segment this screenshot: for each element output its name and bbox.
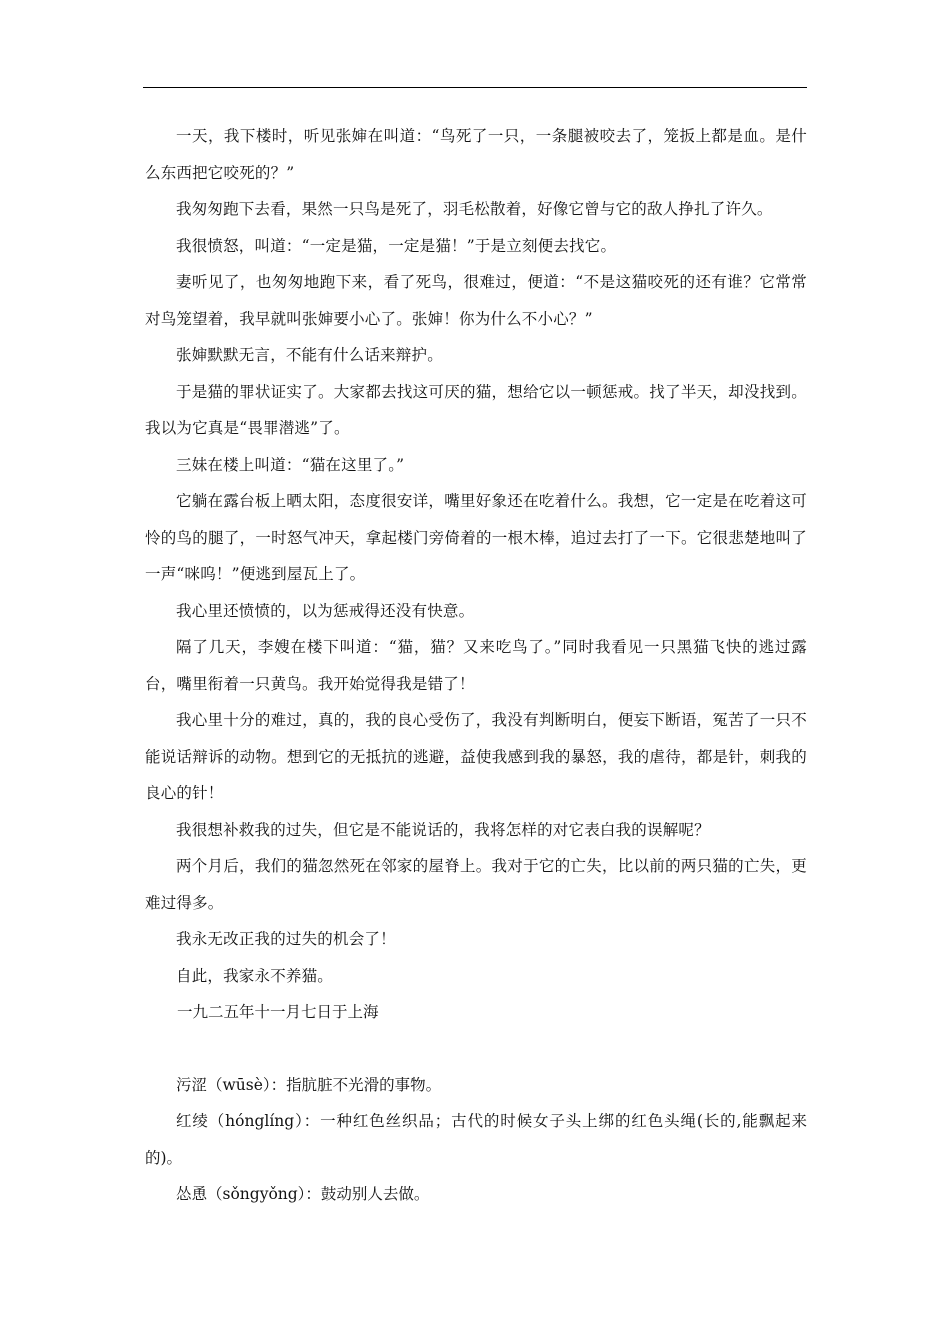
paragraph: 张婶默默无言，不能有什么话来辩护。 (176, 346, 443, 364)
paragraph: 于是猫的罪状证实了。大家都去找这可厌的猫，想给它以一顿惩戒。找了半天，却没找到。我以为它真是“畏罪潜逃”了。 (145, 382, 807, 437)
vocabulary-notes (145, 1067, 807, 1213)
vocabulary-note: 污涩（wūsè）：指肮脏不光滑的事物。 (176, 1075, 442, 1094)
paragraph: 隔了几天，李嫂在楼下叫道：“猫，猫？又来吃鸟了。”同时我看见一只黑猫飞快的逃过露台，嘴里衔着一只黄鸟。我开始觉得我是错了！ (145, 638, 807, 693)
paragraph: 自此，我家永不养猫。 (176, 966, 334, 985)
paragraph: 我心里还愤愤的，以为惩戒得还没有快意。 (176, 601, 475, 620)
section-spacer (145, 1031, 807, 1067)
vocabulary-note: 红绫（hónglíng）：一种红色丝织品；古代的时候女子头上绑的红色头绳(长的,能飘起来的)。 (145, 1112, 807, 1167)
paragraph: 妻听见了，也匆匆地跑下来，看了死鸟，很难过，便道：“不是这猫咬死的还有谁？它常常对鸟笼望着，我早就叫张婶要小心了。张婶！你为什么不小心？” (145, 273, 807, 328)
paragraph: 三妹在楼上叫道：“猫在这里了。” (176, 455, 405, 474)
header-rule (143, 87, 807, 88)
paragraph: 我匆匆跑下去看，果然一只鸟是死了，羽毛松散着，好像它曾与它的敌人挣扎了许久。 (176, 200, 773, 218)
paragraph: 一天，我下楼时，听见张婶在叫道：“鸟死了一只，一条腿被咬去了，笼扳上都是血。是什么东西把它咬死的？” (145, 127, 807, 182)
vocabulary-note: 怂恿（sǒngyǒng）：鼓动别人去做。 (176, 1185, 430, 1203)
paragraph: 两个月后，我们的猫忽然死在邻家的屋脊上。我对于它的亡失，比以前的两只猫的亡失，更难过得多。 (145, 857, 807, 912)
date-line: 一九二五年十一月七日于上海 (177, 1003, 379, 1021)
paragraph: 它躺在露台板上晒太阳，态度很安详，嘴里好象还在吃着什么。我想，它一定是在吃着这可怜的鸟的腿了，一时怒气冲天，拿起楼门旁倚着的一根木棒，追过去打了一下。它很悲楚地叫了一声“咪呜！”便逃到屋瓦上了。 (145, 492, 807, 583)
document-body (145, 118, 807, 1213)
paragraph: 我心里十分的难过，真的，我的良心受伤了，我没有判断明白，便妄下断语，冤苦了一只不能说话辩诉的动物。想到它的无抵抗的逃避，益使我感到我的暴怒，我的虐待，都是针，刺我的良心的针！ (145, 711, 807, 802)
paragraph: 我永无改正我的过失的机会了！ (176, 930, 396, 948)
paragraph: 我很愤怒，叫道：“一定是猫，一定是猫！”于是立刻便去找它。 (176, 236, 617, 255)
paragraph: 我很想补救我的过失，但它是不能说话的，我将怎样的对它表白我的误解呢？ (176, 820, 710, 839)
